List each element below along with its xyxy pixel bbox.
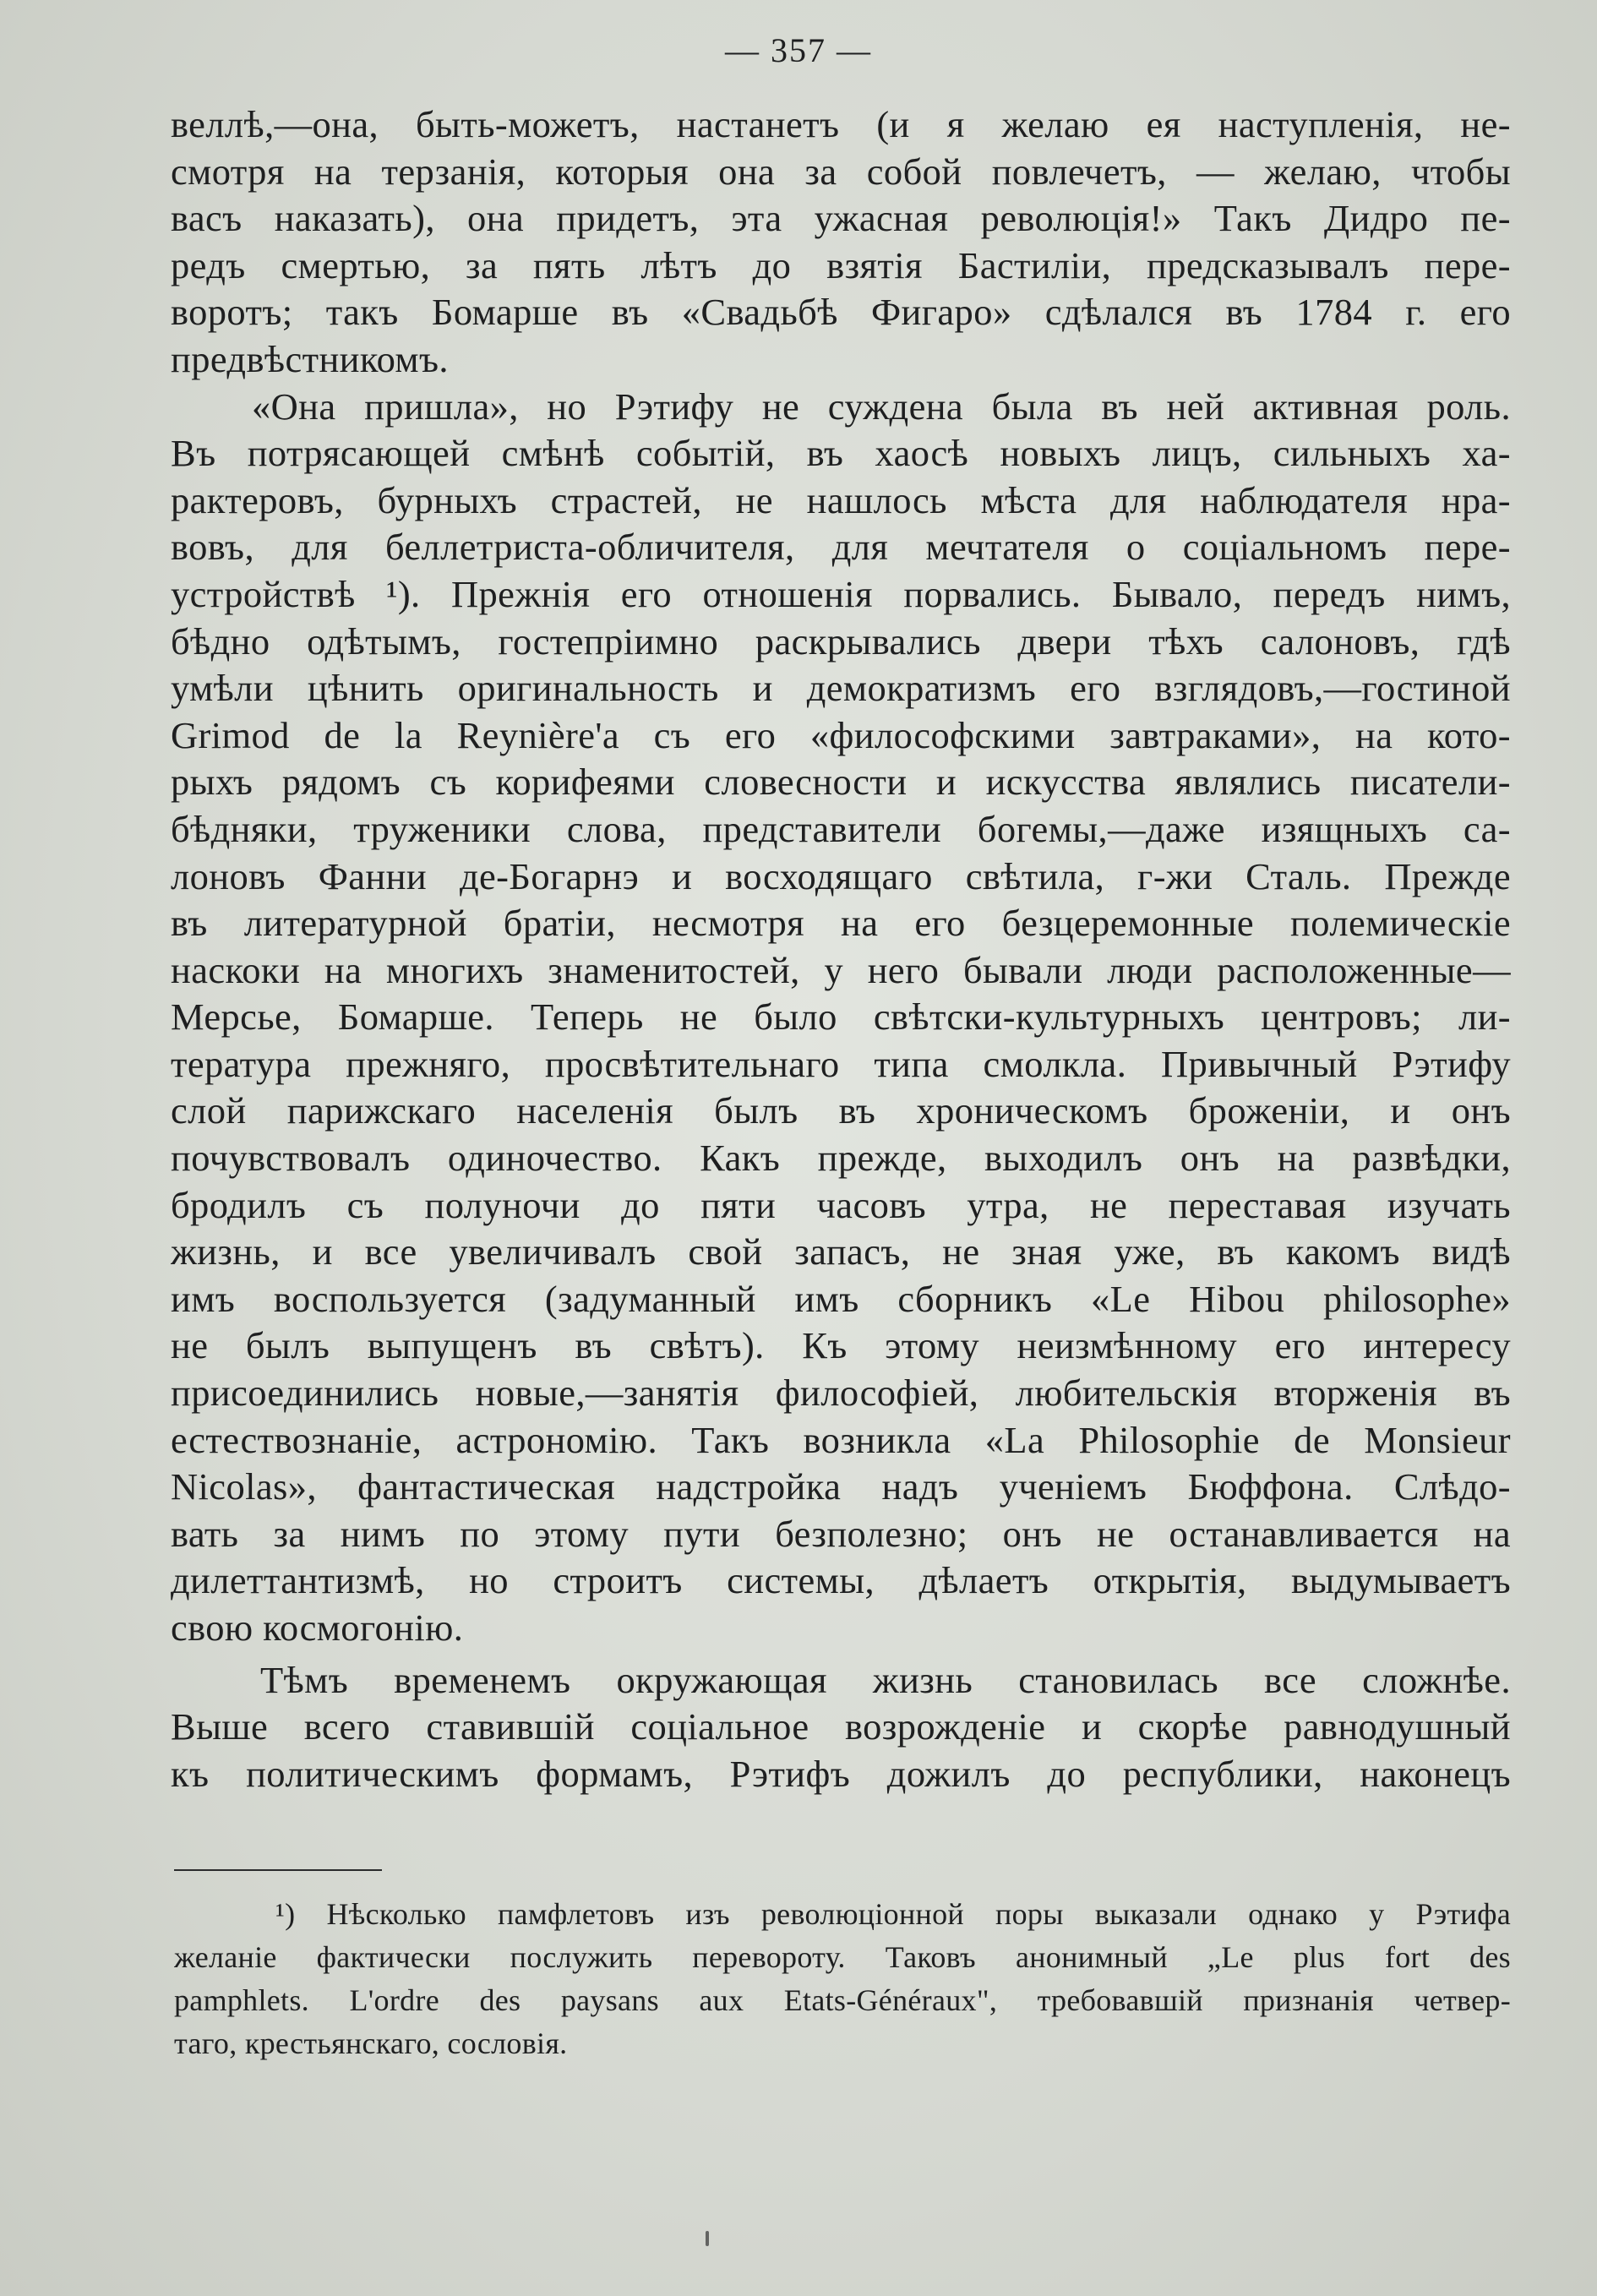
text-line: рыхъ рядомъ съ корифеями словесности и искусства являлись писатели- xyxy=(171,761,1511,804)
text-line: бродилъ съ полуночи до пяти часовъ утра, не переставая изучать xyxy=(171,1183,1511,1226)
footnote xyxy=(174,1893,1511,2065)
print-speck xyxy=(706,2231,709,2246)
text-line: вовъ, для беллетриста-обличителя, для мечтателя о соціальномъ пере- xyxy=(171,526,1511,569)
text-line: лоновъ Фанни де-Богарнэ и восходящаго свѣтила, г-жи Сталь. Прежде xyxy=(171,854,1511,897)
text-line: жизнь, и все увеличивалъ свой запасъ, не зная уже, въ какомъ видѣ xyxy=(171,1230,1511,1273)
text-line: смотря на терзанія, которыя она за собой повлечетъ, — желаю, чтобы xyxy=(171,150,1511,193)
text-line: почувствовалъ одиночество. Какъ прежде, выходилъ онъ на развѣдки, xyxy=(171,1137,1511,1180)
text-line: вать за нимъ по этому пути безполезно; онъ не останавливается на xyxy=(171,1512,1511,1555)
text-line: предвѣстникомъ. xyxy=(171,337,449,380)
text-line: наскоки на многихъ знаменитостей, у него бывали люди расположенные— xyxy=(171,948,1511,991)
text-line: тература прежняго, просвѣтительнаго типа смолкла. Привычный Рэтифу xyxy=(171,1042,1511,1085)
footnote-line: таго, крестьянскаго, сословія. xyxy=(174,2026,568,2060)
text-line: редъ смертью, за пять лѣтъ до взятія Бастиліи, предсказывалъ пере- xyxy=(171,243,1511,286)
text-line: присоединились новые,—занятія философіей, любительскія вторженія въ xyxy=(171,1372,1511,1415)
text-line: умѣли цѣнить оригинальность и демократизмъ его взглядовъ,—гостиной xyxy=(171,667,1511,710)
text-line: веллѣ,—она, быть-можетъ, настанетъ (и я желаю ея наступленія, не- xyxy=(171,103,1511,145)
text-line: дилеттантизмѣ, но строитъ системы, дѣлаетъ открытія, выдумываетъ xyxy=(171,1559,1511,1602)
text-line: васъ наказать), она придетъ, эта ужасная революція!» Такъ Дидро пе- xyxy=(171,197,1511,240)
text-line: имъ воспользуется (задуманный имъ сборникъ «Le Hibou philosophe» xyxy=(171,1277,1511,1320)
text-line: Въ потрясающей смѣнѣ событій, въ хаосѣ новыхъ лицъ, сильныхъ ха- xyxy=(171,432,1511,475)
footnote-divider xyxy=(174,1869,382,1871)
text-line: свою космогонію. xyxy=(171,1606,464,1649)
text-line: Выше всего ставившій соціальное возрожденіе и скорѣе равнодушный xyxy=(171,1705,1511,1748)
text-line: Тѣмъ временемъ окружающая жизнь становилась все сложнѣе. xyxy=(260,1658,1511,1701)
text-line: естествознаніе, астрономію. Такъ возникла «La Philosophie de Monsieur xyxy=(171,1418,1511,1461)
footnote-line: желаніе фактически послужить перевороту. Таковъ анонимный „Le plus fort des xyxy=(174,1940,1511,1974)
page-number: — 357 — xyxy=(725,31,872,69)
text-line: слой парижскаго населенія былъ въ хроническомъ броженіи, и онъ xyxy=(171,1089,1511,1132)
text-line: устройствѣ ¹). Прежнія его отношенія порвались. Бывало, передъ нимъ, xyxy=(171,572,1511,615)
text-line: «Она пришла», но Рэтифу не суждена была въ ней активная роль. xyxy=(252,384,1511,428)
text-line: воротъ; такъ Бомарше въ «Свадьбѣ Фигаро» сдѣлался въ 1784 г. его xyxy=(171,291,1511,334)
text-line: не былъ выпущенъ въ свѣтъ). Къ этому неизмѣнному его интересу xyxy=(171,1324,1511,1367)
text-line: Grimod de la Reynière'а съ его «философскими завтраками», на кото- xyxy=(171,713,1511,756)
footnote-line: ¹) Нѣсколько памфлетовъ изъ революціонной поры выказали однако у Рэтифа xyxy=(275,1897,1511,1931)
text-line: рактеровъ, бурныхъ страстей, не нашлось мѣста для наблюдателя нра- xyxy=(171,478,1511,521)
text-line: въ литературной братіи, несмотря на его безцеремонные полемическіе xyxy=(171,902,1511,945)
text-line: Мерсье, Бомарше. Теперь не было свѣтски-культурныхъ центровъ; ли- xyxy=(171,995,1511,1039)
text-line: къ политическимъ формамъ, Рэтифъ дожилъ до республики, наконецъ xyxy=(171,1752,1511,1795)
text-line: бѣдно одѣтымъ, гостепріимно раскрывались двери тѣхъ салоновъ, гдѣ xyxy=(171,619,1511,663)
footnote-line: pamphlets. L'ordre des paysans aux Etats-Généraux", требовавшій признанія четвер- xyxy=(174,1983,1511,2017)
text-line: Nicolas», фантастическая надстройка надъ ученіемъ Бюффона. Слѣдо- xyxy=(171,1465,1511,1508)
text-line: бѣдняки, труженики слова, представители богемы,—даже изящныхъ са- xyxy=(171,807,1511,850)
main-text xyxy=(171,101,1511,1797)
